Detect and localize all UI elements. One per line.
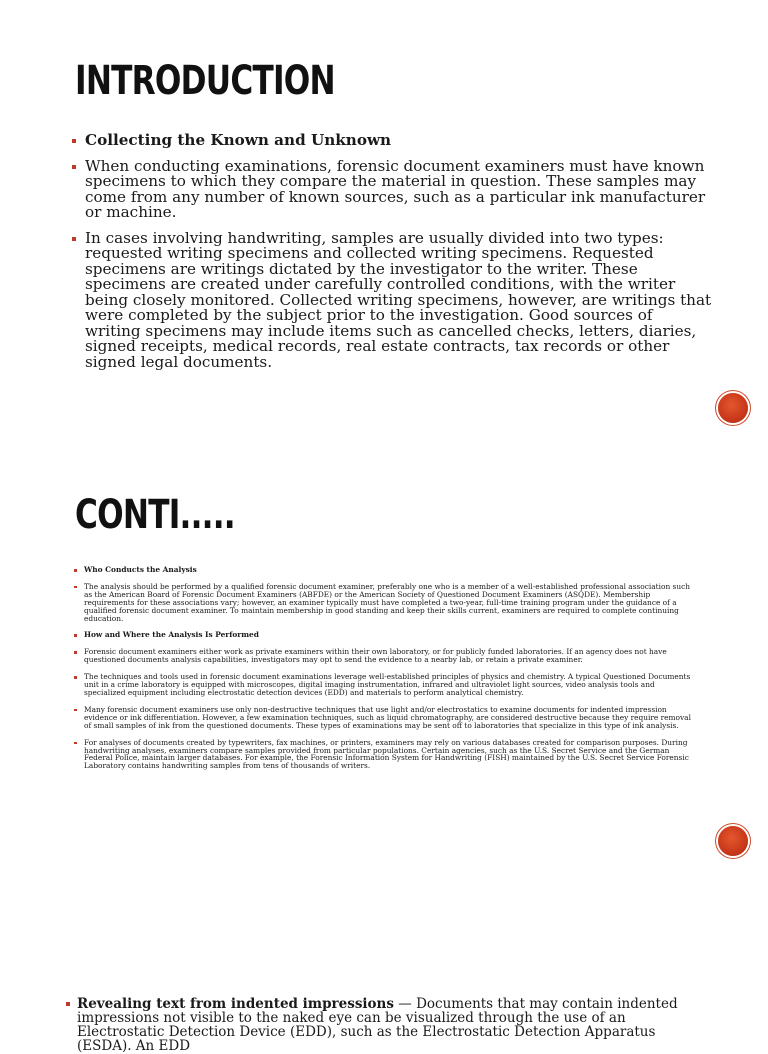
list-item (74, 631, 698, 639)
list-item (74, 566, 698, 574)
bullet-text: For analyses of documents created by typewriters, fax machines, or printers, examiners may rely on various databases created for comparison purposes. During handwriting analyses, examiners compare samples provided from particular populations. Certain agencies, such as the U.S. Secret Service and the German Federal Police, maintain larger databases. For example, the Forensic Information System for Handwriting (FISH) maintained by the U.S. Secret Service Forensic Laboratory contains handwriting samples from tens of thousands of writers. (84, 737, 689, 771)
bullet-text: When conducting examinations, forensic document examiners must have known specimens to which they compare the material in question. These samples may come from any number of known sources, such as a particular ink manufacturer or machine. (85, 156, 706, 221)
bullet-text: Many forensic document examiners use only non-destructive techniques that use light and/or electrostatics to examine documents for indented impression evidence or ink differentiation. However, a few examination techniques, such as liquid chromatography, are considered destructive because they require removal of small samples of ink from the questioned documents. These types of examinations may be sent off to laboratories that specialize in this type of ink analysis. (84, 704, 691, 730)
bullet-heading: How and Where the Analysis Is Performed (84, 630, 259, 640)
slide-marker-icon (718, 393, 748, 423)
list-item (74, 706, 698, 730)
bullet-text: — Documents that may contain indented impressions not visible to the naked eye can be visualized through the use of an Electrostatic Detection Device (EDD), such as the Electrostatic Detection Apparatus (ESDA). An EDD (77, 996, 678, 1054)
list-item (66, 997, 706, 1053)
list-item (74, 648, 698, 664)
list-item (72, 133, 712, 149)
slide-marker-icon (718, 826, 748, 856)
bullet-text: The analysis should be performed by a qualified forensic document examiner, preferably one who is a member of a well-established professional association such as the American Board of Forensic Document Examiners (ABFDE) or the American Society of Questioned Document Examiners (ASQDE). Membership requirements for these associations vary; however, an examiner typically must have completed a two-year, full-time training program under the guidance of a qualified forensic document examiner. To maintain membership in good standing and keep their skills current, examiners are required to complete continuing education. (84, 581, 691, 623)
list-item (74, 673, 698, 697)
bullet-text: Forensic document examiners either work as private examiners within their own laboratory, or for publicly funded laboratories. If an agency does not have questioned documents analysis capabilities, investigators may opt to send the evidence to a nearby lab, or retain a private examiner. (84, 647, 667, 665)
list-item (72, 228, 712, 371)
bullet-heading: Collecting the Known and Unknown (85, 131, 392, 149)
bullet-heading: Who Conducts the Analysis (84, 565, 197, 574)
list-item (74, 739, 698, 771)
bullet-heading: Revealing text from indented impressions (77, 996, 394, 1012)
bullet-list (74, 566, 698, 779)
bullet-text: In cases involving handwriting, samples are usually divided into two types: requested writing specimens and collected writing specimens. Requested specimens are writings dictated by the investigator to the writer. These specimens are created under carefully controlled conditions, with the writer being closely monitored. Collected writing specimens, however, are writings that were completed by the subject prior to the investigation. Good sources of writing specimens may include items such as cancelled checks, letters, diaries, signed receipts, medical records, real estate contracts, tax records or other signed legal documents. (85, 228, 712, 371)
bullet-list (66, 997, 706, 1053)
slide-title: INTRODUCTION (75, 58, 335, 104)
slide-title: CONTI..... (75, 492, 235, 538)
bullet-list (72, 133, 712, 380)
list-item (72, 156, 712, 221)
list-item (74, 583, 698, 623)
bullet-text: The techniques and tools used in forensic document examinations leverage well-established principles of physics and chemistry. A typical Questioned Documents unit in a crime laboratory is equipped with microscopes, digital imaging instrumentation, infrared and ultraviolet light sources, video analysis tools and specialized equipment including electrostatic detection devices (EDD) and materials to perform analytical chemistry. (84, 672, 691, 697)
